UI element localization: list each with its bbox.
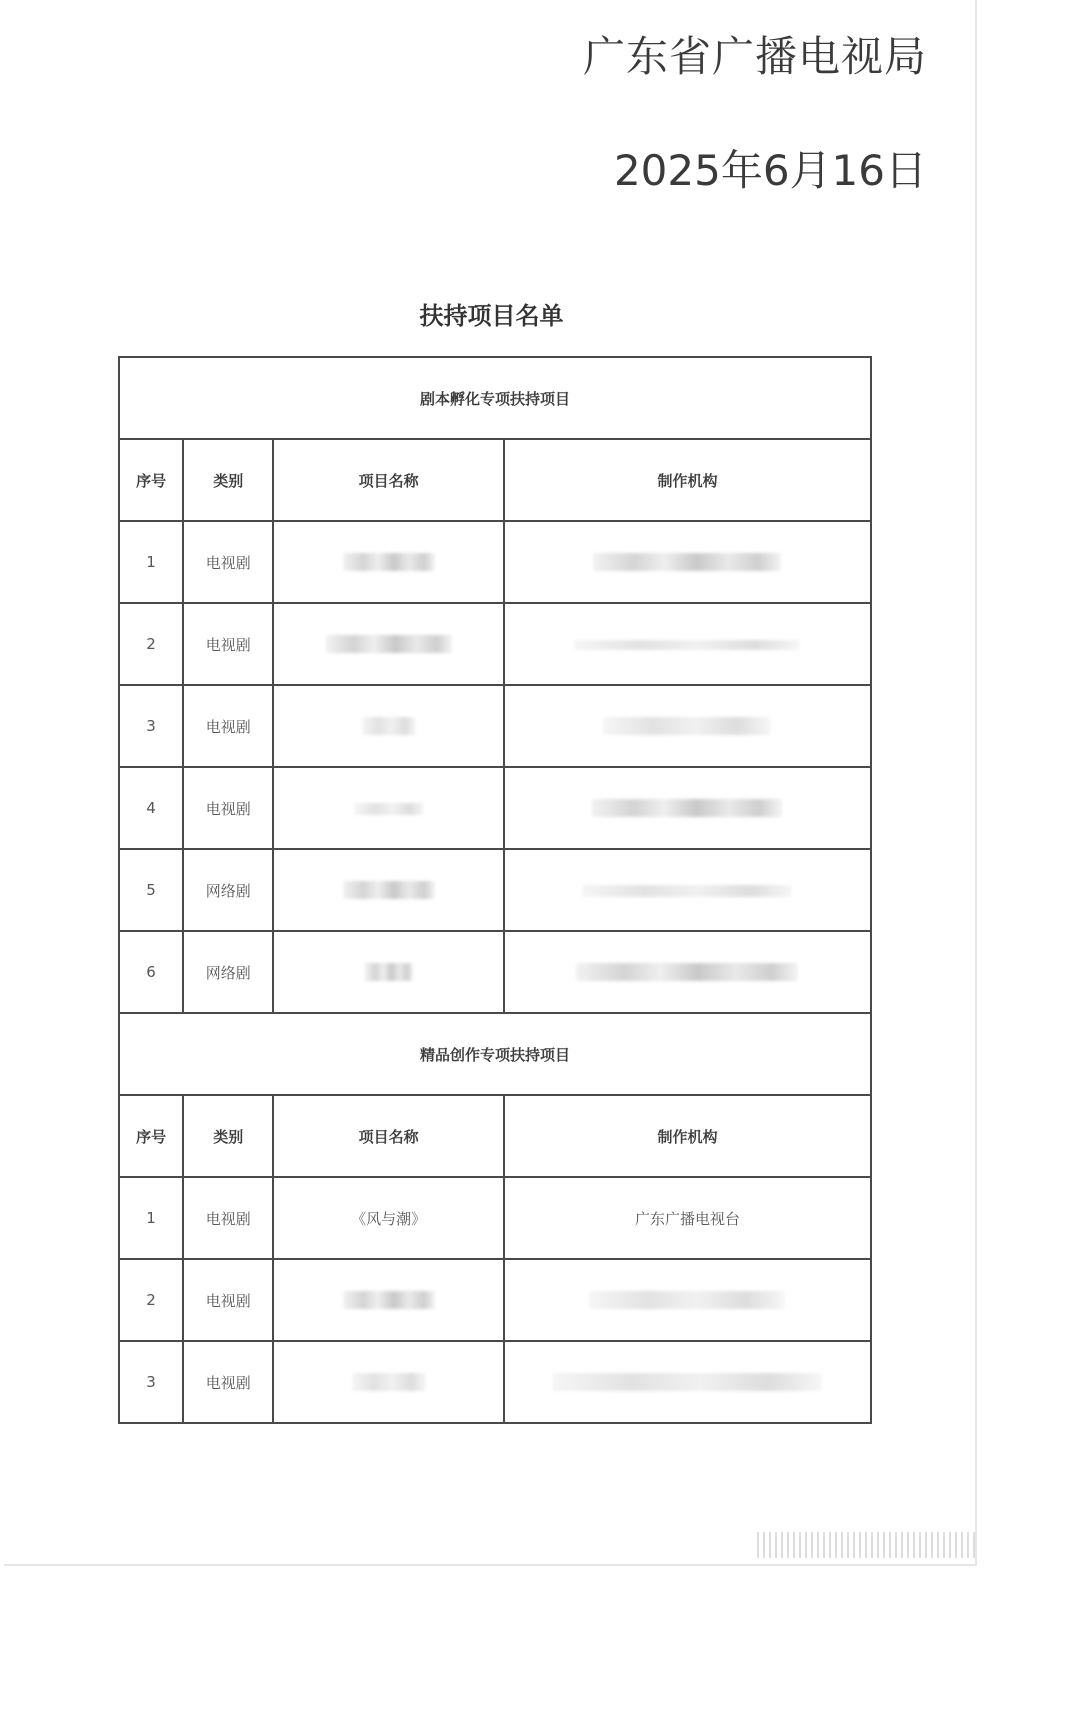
row-category: 电视剧 [183,521,273,603]
row-org-redacted [504,685,871,767]
row-name-redacted [273,521,504,603]
table-row [119,685,871,767]
table-row [119,767,871,849]
row-name-redacted [273,767,504,849]
redacted-text [576,963,798,981]
section-title: 精品创作专项扶持项目 [119,1013,871,1095]
row-category: 电视剧 [183,685,273,767]
redacted-text [343,1291,435,1309]
scroll-indicator [757,1532,977,1558]
row-org-redacted [504,1259,871,1341]
row-name-redacted [273,603,504,685]
row-org-redacted [504,931,871,1013]
column-header-category: 类别 [183,439,273,521]
row-name-redacted [273,1259,504,1341]
table-row [119,931,871,1013]
issuer-name: 广东省广播电视局 [582,32,927,81]
column-header-name: 项目名称 [273,439,504,521]
row-name-redacted [273,1341,504,1423]
column-header-name: 项目名称 [273,1095,504,1177]
row-name-redacted [273,685,504,767]
row-org-redacted [504,603,871,685]
column-header-org: 制作机构 [504,1095,871,1177]
row-no: 4 [119,767,183,849]
table-row [119,1341,871,1423]
row-no: 6 [119,931,183,1013]
redacted-text [326,635,452,653]
column-header-no: 序号 [119,1095,183,1177]
row-category: 电视剧 [183,767,273,849]
issue-date: 2025年6月16日 [613,146,927,195]
row-org-redacted [504,521,871,603]
column-header-category: 类别 [183,1095,273,1177]
row-no: 2 [119,1259,183,1341]
table-row [119,521,871,603]
section-header-row [119,357,871,439]
row-category: 网络剧 [183,931,273,1013]
redacted-text [603,717,771,735]
row-no: 5 [119,849,183,931]
row-no: 1 [119,521,183,603]
row-name-redacted [273,931,504,1013]
column-header-no: 序号 [119,439,183,521]
redacted-text [593,553,781,571]
redacted-text [574,640,800,650]
document-title: 扶持项目名单 [419,302,564,330]
redacted-text [582,885,792,897]
row-org-redacted [504,849,871,931]
row-no: 3 [119,685,183,767]
column-header-row [119,439,871,521]
row-category: 电视剧 [183,1259,273,1341]
redacted-text [362,717,416,735]
project-table [118,356,872,1424]
row-no: 3 [119,1341,183,1423]
redacted-text [352,1373,426,1391]
table-row [119,1177,871,1259]
column-header-row [119,1095,871,1177]
row-category: 电视剧 [183,603,273,685]
redacted-text [343,553,435,571]
row-no: 2 [119,603,183,685]
redacted-text [365,963,413,981]
column-header-org: 制作机构 [504,439,871,521]
row-org-redacted [504,767,871,849]
table-row [119,1259,871,1341]
redacted-text [343,881,435,899]
row-org-redacted [504,1341,871,1423]
redacted-text [354,803,424,815]
redacted-text [592,799,782,817]
row-category: 电视剧 [183,1177,273,1259]
row-org: 广东广播电视台 [504,1177,871,1259]
row-name: 《风与潮》 [273,1177,504,1259]
table-row [119,603,871,685]
section-header-row [119,1013,871,1095]
row-name-redacted [273,849,504,931]
row-category: 电视剧 [183,1341,273,1423]
row-no: 1 [119,1177,183,1259]
section-title: 剧本孵化专项扶持项目 [119,357,871,439]
row-category: 网络剧 [183,849,273,931]
table-row [119,849,871,931]
redacted-text [589,1291,785,1309]
redacted-text [552,1373,822,1391]
